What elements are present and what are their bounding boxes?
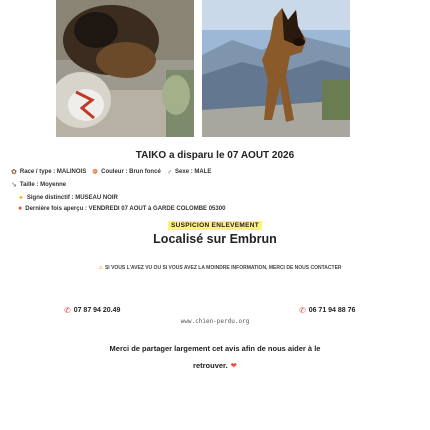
star-icon: ✦ (18, 195, 24, 202)
highlight-wrap (0, 214, 430, 232)
phone-left[interactable] (64, 306, 120, 315)
heart-icon: ❤ (230, 361, 237, 370)
ruler-icon: ↘ (11, 182, 17, 189)
info-row-1 (11, 168, 217, 176)
warning-icon: ⚠ (98, 265, 103, 271)
dog-photo-standing (202, 0, 350, 137)
sex-field (167, 169, 212, 176)
palette-icon: ❁ (92, 169, 99, 176)
race-text: Race / type : MALINOIS (19, 169, 87, 175)
color-field (92, 168, 161, 176)
contact-notice (75, 265, 365, 272)
sign-row (18, 194, 118, 202)
suspicion-banner: SUSPICION ENLEVEMENT (168, 221, 262, 230)
last-seen-row (18, 205, 225, 212)
sex-text: Sexe : MALE (175, 169, 212, 175)
dog-photo-lying (56, 0, 194, 137)
male-icon: ♂ (166, 168, 173, 176)
sign-text: Signe distinctif : MUSEAU NOIR (26, 195, 118, 201)
notice-text: SI VOUS L'AVEZ VU OU SI VOUS AVEZ LA MOINDRE INFORMATION, MERCI DE NOUS CONTACTER (104, 265, 342, 271)
color-text: Couleur : Brun foncé (101, 169, 161, 175)
race-field (11, 168, 86, 176)
share-line-1: Merci de partager largement cet avis afin de nous aider à le (109, 344, 321, 353)
share-line-2 (40, 357, 390, 374)
location-heading: Localisé sur Embrun (153, 232, 277, 246)
last-seen-text: Dernière fois aperçu : VENDREDI 07 AOUT à GARDE COLOMBE 05300 (25, 205, 226, 212)
poster-title: TAIKO a disparu le 07 AOUT 2026 (135, 150, 295, 161)
phone-left-number: 07 87 94 20.49 (73, 307, 121, 314)
phone-icon: ✆ (299, 306, 306, 315)
size-text: Taille : Moyenne (19, 182, 67, 188)
size-row (11, 181, 66, 189)
share-line-2-text: retrouver. (193, 361, 228, 370)
phone-right[interactable] (299, 306, 355, 315)
share-message (40, 340, 390, 374)
photo-gallery (0, 0, 430, 137)
website-link[interactable]: www.chien-perdu.org (180, 318, 250, 325)
phone-right-number: 06 71 94 88 76 (308, 307, 356, 314)
phone-icon: ✆ (64, 306, 71, 315)
pin-icon: ● (18, 205, 23, 212)
paw-icon: ✿ (11, 169, 17, 176)
